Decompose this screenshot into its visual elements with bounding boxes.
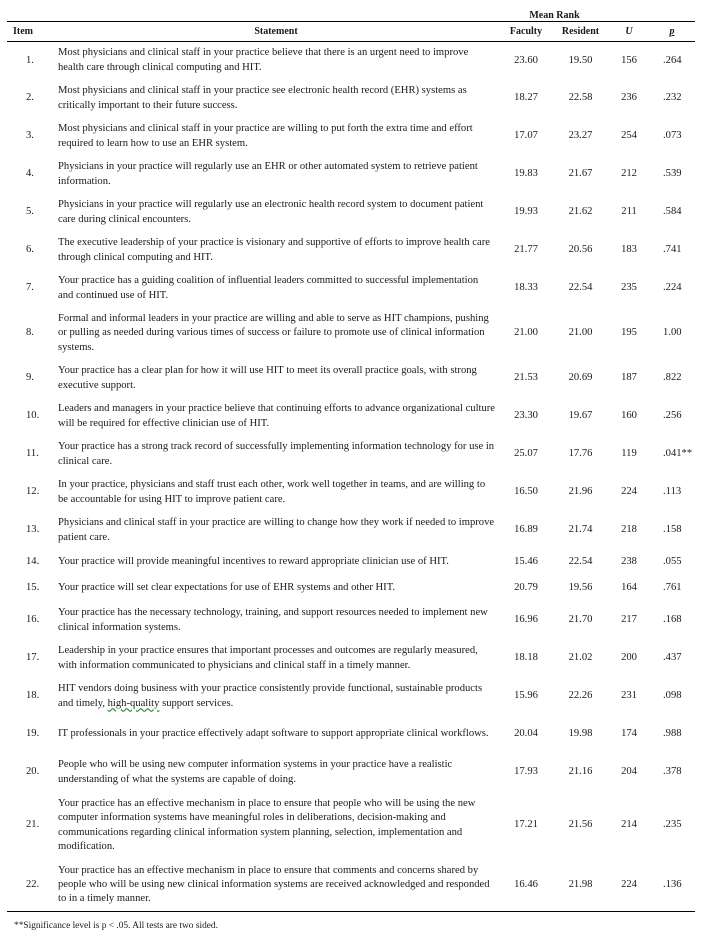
statement-text: Your practice will provide meaningful incentives to reward appropriate clinician use of HIT. <box>58 556 449 568</box>
statement-text: In your practice, physicians and staff trust each other, work well together in teams, and are willing to be accountable for using HIT to improve patient care. <box>58 479 486 505</box>
p-value: .158 <box>663 524 682 536</box>
u-statistic: 204 <box>621 766 637 778</box>
faculty-mean-rank: 23.60 <box>514 54 538 66</box>
table-row <box>7 512 695 550</box>
faculty-mean-rank: 23.30 <box>514 410 538 422</box>
p-value: .761 <box>663 582 682 594</box>
table-row <box>7 754 695 792</box>
item-number: 9. <box>26 372 34 384</box>
statement-text: Physicians and clinical staff in your practice are willing to change how they work if needed to improve patient care. <box>58 517 495 543</box>
resident-mean-rank: 21.67 <box>568 168 593 180</box>
p-header: p <box>649 22 695 42</box>
u-statistic: 119 <box>621 448 637 460</box>
table-row <box>7 156 695 194</box>
faculty-mean-rank: 21.53 <box>514 372 538 384</box>
u-statistic: 200 <box>621 652 637 664</box>
p-value: .168 <box>663 614 682 626</box>
item-number: 6. <box>26 244 34 256</box>
u-statistic: 218 <box>621 524 637 536</box>
p-value: .041** <box>663 448 693 460</box>
p-value: .136 <box>649 860 695 912</box>
table-row <box>7 860 695 912</box>
table-row <box>7 602 695 640</box>
u-statistic: 254 <box>621 130 637 142</box>
resident-mean-rank: 22.54 <box>568 556 593 568</box>
resident-mean-rank: 19.56 <box>568 582 593 594</box>
p-value: .988 <box>663 728 682 740</box>
resident-mean-rank: 21.56 <box>568 819 593 831</box>
table-row <box>7 640 695 678</box>
faculty-mean-rank: 18.33 <box>514 282 538 294</box>
statement-text-part: support services. <box>159 697 234 709</box>
item-number: 1. <box>26 54 34 66</box>
p-value: .378 <box>663 766 682 778</box>
statement-text: Your practice has a strong track record of successfully implementing information technology for use in clinical care. <box>58 441 495 467</box>
group-header-row <box>7 6 695 22</box>
p-value: .256 <box>663 410 682 422</box>
item-number: 16. <box>26 614 40 626</box>
p-value: .539 <box>663 168 682 180</box>
statement-text: The executive leadership of your practice is visionary and supportive of efforts to improve health care through clinical computing and HIT. <box>58 237 490 263</box>
resident-mean-rank: 19.98 <box>568 728 593 740</box>
table-row <box>7 436 695 474</box>
statement-text: Most physicians and clinical staff in your practice believe that there is an urgent need to improve health care through clinical computing and HIT. <box>58 47 469 73</box>
faculty-mean-rank: 17.21 <box>514 819 538 831</box>
faculty-mean-rank: 21.77 <box>514 244 538 256</box>
u-statistic: 187 <box>621 372 637 384</box>
item-header: Item <box>7 22 52 42</box>
p-value: .098 <box>663 690 682 702</box>
resident-mean-rank: 23.27 <box>568 130 593 142</box>
p-value: .235 <box>663 819 682 831</box>
resident-mean-rank: 21.96 <box>568 486 593 498</box>
resident-mean-rank: 21.62 <box>568 206 593 218</box>
item-number: 12. <box>26 486 40 498</box>
statement-text: Your practice has an effective mechanism in place to ensure that comments and concerns shared by people who will be using new clinical information systems are received acknowledged and responded to in a timely manner. <box>52 860 500 912</box>
resident-mean-rank: 22.58 <box>568 92 593 104</box>
table-row <box>7 232 695 270</box>
item-number: 10. <box>26 410 40 422</box>
table-row <box>7 792 695 860</box>
item-number: 17. <box>26 652 40 664</box>
u-statistic: 183 <box>621 244 637 256</box>
statement-text-part: HIT vendors doing business with your practice consistently provide functional, sustainable products and timely, <box>58 683 483 709</box>
p-value: .055 <box>663 556 682 568</box>
p-value: .073 <box>663 130 682 142</box>
u-statistic: 214 <box>621 819 637 831</box>
spellcheck-marked-word: high-quality <box>107 697 160 709</box>
statement-text: Most physicians and clinical staff in your practice are willing to put forth the extra time and effort required to learn how to use an EHR system. <box>58 123 473 149</box>
resident-mean-rank: 21.00 <box>568 327 593 339</box>
resident-mean-rank: 21.74 <box>568 524 593 536</box>
resident-mean-rank: 19.67 <box>568 410 593 422</box>
table-body <box>7 42 695 912</box>
table-row <box>7 360 695 398</box>
statement-text: Your practice has the necessary technology, training, and support resources needed to implement new clinical information systems. <box>58 607 488 633</box>
statement-text: Physicians in your practice will regularly use an EHR or other automated system to retrieve patient information. <box>58 161 478 187</box>
item-number: 19. <box>26 728 40 740</box>
u-statistic: 195 <box>621 327 637 339</box>
statement-text: Your practice has a clear plan for how it will use HIT to meet its overall practice goals, with strong executive support. <box>58 365 477 391</box>
item-number: 3. <box>26 130 34 142</box>
table-row <box>7 194 695 232</box>
statement-text: Leaders and managers in your practice believe that continuing efforts to advance organizational culture will be required for effective clinician use of HIT. <box>58 403 496 429</box>
u-statistic: 164 <box>621 582 637 594</box>
resident-mean-rank: 21.70 <box>568 614 593 626</box>
resident-mean-rank: 20.69 <box>568 372 593 384</box>
item-number: 14. <box>26 556 40 568</box>
faculty-mean-rank: 16.96 <box>514 614 538 626</box>
table-row <box>7 308 695 360</box>
item-number: 15. <box>26 582 40 594</box>
item-number: 22. <box>7 860 52 912</box>
item-number: 4. <box>26 168 34 180</box>
u-statistic: 160 <box>621 410 637 422</box>
table-row <box>7 550 695 576</box>
item-number: 8. <box>26 327 34 339</box>
resident-mean-rank: 22.26 <box>568 690 593 702</box>
p-value: .437 <box>663 652 682 664</box>
item-number: 5. <box>26 206 34 218</box>
statement-text: Formal and informal leaders in your practice are willing and able to serve as HIT champions, pushing or pulling as needed during various times of success or failure to promote use of clinical information systems. <box>58 312 489 353</box>
faculty-mean-rank: 19.93 <box>514 206 538 218</box>
faculty-header: Faculty <box>500 22 552 42</box>
resident-mean-rank: 21.16 <box>568 766 593 778</box>
faculty-mean-rank: 17.07 <box>514 130 538 142</box>
faculty-mean-rank: 16.46 <box>500 860 552 912</box>
table-row <box>7 576 695 602</box>
resident-mean-rank: 22.54 <box>568 282 593 294</box>
table-row <box>7 80 695 118</box>
faculty-mean-rank: 25.07 <box>514 448 538 460</box>
statement-text <box>52 678 500 716</box>
item-number: 7. <box>26 282 34 294</box>
item-number: 11. <box>26 448 39 460</box>
resident-mean-rank: 17.76 <box>568 448 593 460</box>
u-statistic: 156 <box>621 54 637 66</box>
statement-text: Your practice will set clear expectations for use of EHR systems and other HIT. <box>58 582 396 594</box>
u-statistic: 174 <box>621 728 637 740</box>
table-row <box>7 270 695 308</box>
table-row <box>7 474 695 512</box>
item-number: 18. <box>26 690 40 702</box>
p-value: .224 <box>663 282 682 294</box>
p-value: .232 <box>663 92 682 104</box>
faculty-mean-rank: 20.04 <box>514 728 538 740</box>
item-number: 21. <box>26 819 40 831</box>
faculty-mean-rank: 21.00 <box>514 327 538 339</box>
u-statistic: 224 <box>609 860 649 912</box>
faculty-mean-rank: 20.79 <box>514 582 538 594</box>
resident-mean-rank: 21.02 <box>568 652 593 664</box>
table-row <box>7 118 695 156</box>
table-row <box>7 678 695 716</box>
statement-text: Most physicians and clinical staff in your practice see electronic health record (EHR) systems as critically important to their future success. <box>58 85 467 111</box>
column-header-row <box>7 22 695 42</box>
results-table <box>7 6 695 912</box>
item-number: 20. <box>26 766 40 778</box>
u-statistic: 212 <box>621 168 637 180</box>
u-statistic: 235 <box>621 282 637 294</box>
statement-header: Statement <box>52 22 500 42</box>
statement-text: People who will be using new computer information systems in your practice have a realistic understanding of what the systems are capable of doing. <box>58 759 453 785</box>
u-statistic: 224 <box>621 486 637 498</box>
item-number: 2. <box>26 92 34 104</box>
statement-text: Your practice has a guiding coalition of influential leaders committed to successful implementation and continued use of HIT. <box>58 275 479 301</box>
resident-mean-rank: 19.50 <box>568 54 593 66</box>
p-value: .822 <box>663 372 682 384</box>
table-row <box>7 398 695 436</box>
faculty-mean-rank: 19.83 <box>514 168 538 180</box>
p-value: .113 <box>663 486 682 498</box>
p-value: .264 <box>663 54 682 66</box>
p-value: .584 <box>663 206 682 218</box>
u-statistic: 231 <box>621 690 637 702</box>
resident-mean-rank: 21.98 <box>552 860 609 912</box>
u-statistic: 238 <box>621 556 637 568</box>
statement-text: Your practice has an effective mechanism in place to ensure that people who will be using the new computer information systems have meaningful roles in deliberations, decision-making and communications regarding clinical information system planning, selection, implementation and modification. <box>58 797 476 852</box>
faculty-mean-rank: 17.93 <box>514 766 538 778</box>
mean-rank-header: Mean Rank <box>529 10 580 21</box>
statement-text: Physicians in your practice will regularly use an electronic health record system to document patient care during clinical encounters. <box>58 199 484 225</box>
u-statistic: 217 <box>621 614 637 626</box>
faculty-mean-rank: 15.96 <box>514 690 538 702</box>
table-row <box>7 716 695 754</box>
resident-mean-rank: 20.56 <box>568 244 593 256</box>
u-statistic: 236 <box>621 92 637 104</box>
faculty-mean-rank: 16.89 <box>514 524 538 536</box>
footnote: **Significance level is p < .05. All tests are two sided. <box>14 921 218 931</box>
p-value: .741 <box>663 244 682 256</box>
resident-header: Resident <box>552 22 609 42</box>
statement-text: IT professionals in your practice effectively adapt software to support appropriate clinical workflows. <box>58 728 489 740</box>
faculty-mean-rank: 16.50 <box>514 486 538 498</box>
item-number: 13. <box>26 524 40 536</box>
u-statistic: 211 <box>621 206 637 218</box>
faculty-mean-rank: 15.46 <box>514 556 538 568</box>
statement-text: Leadership in your practice ensures that important processes and outcomes are regularly measured, with information communicated to physicians and clinical staff in a timely manner. <box>58 645 478 671</box>
p-value: 1.00 <box>663 327 682 339</box>
faculty-mean-rank: 18.27 <box>514 92 538 104</box>
u-header: U <box>609 22 649 42</box>
table-row <box>7 42 695 80</box>
faculty-mean-rank: 18.18 <box>514 652 538 664</box>
